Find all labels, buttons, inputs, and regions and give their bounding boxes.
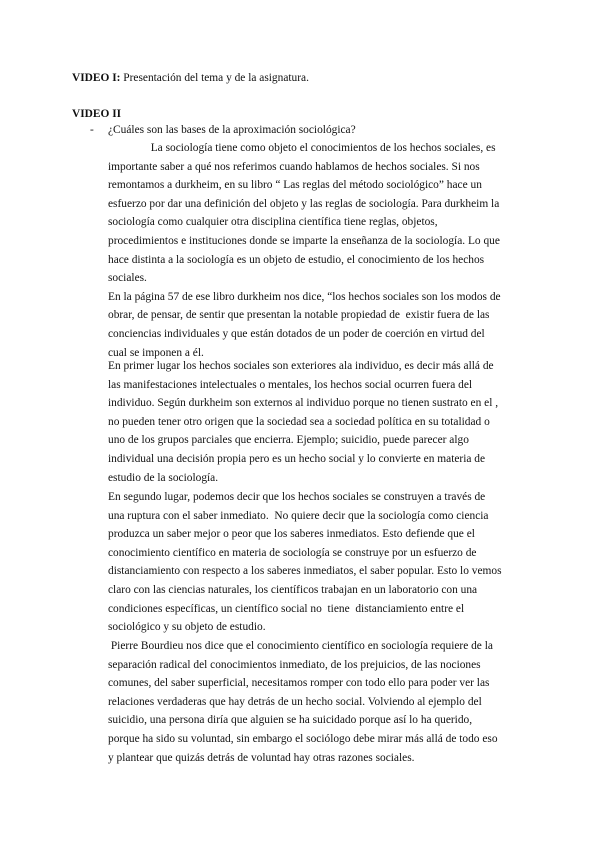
video-1-label: VIDEO I: bbox=[72, 72, 121, 84]
bullet-dash: - bbox=[90, 124, 94, 136]
paragraph3-line: una ruptura con el saber inmediato. No quiere decir que la sociología como ciencia bbox=[108, 509, 489, 522]
paragraph1-line: conciencias individuales y que están dotados de un poder de coerción en virtud del bbox=[108, 327, 485, 340]
paragraph-1 bbox=[108, 139, 528, 362]
paragraph3-line: sociológico y su objeto de estudio. bbox=[108, 621, 266, 634]
paragraph2-line: estudio de la sociología. bbox=[108, 471, 219, 484]
paragraph1-line: procedimientos e instituciones donde se imparte la enseñanza de la sociología. Lo que bbox=[108, 234, 500, 247]
video-1-text: Presentación del tema y de la asignatura. bbox=[120, 72, 309, 84]
paragraph1-line: esfuerzo por dar una definición del objeto y las reglas de sociología. Para durkheim la bbox=[108, 197, 500, 210]
paragraph1-line: hace distinta a la sociología es un objeto de estudio, el conocimiento de los hechos bbox=[108, 253, 485, 266]
paragraph-4 bbox=[108, 637, 528, 767]
paragraph3-line: conocimiento científico en materia de sociología se construye por un esfuerzo de bbox=[108, 546, 477, 559]
paragraph3-line: distanciamiento con respecto a los saberes inmediatos, el saber popular. Esto lo vemos bbox=[108, 565, 502, 578]
paragraph1-line: obrar, de pensar, de sentir que presentan la notable propiedad de existir fuera de las bbox=[108, 309, 490, 322]
paragraph2-line: En primer lugar los hechos sociales son exteriores ala individuo, es decir más allá de bbox=[108, 360, 494, 372]
paragraph3-line: condiciones específicas, un científico social no tiene distanciamiento entre el bbox=[108, 602, 465, 615]
paragraph2-line: individual una decisión propia pero es un hecho social y lo convierte en materia de bbox=[108, 452, 486, 465]
paragraph4-line: porque ha sido su voluntad, sin embargo el sociólogo debe mirar más allá de todo eso bbox=[108, 732, 498, 745]
video-1-heading bbox=[72, 69, 309, 88]
paragraph4-line: suicidio, una persona diría que alguien se ha suicidado porque así lo ha querido, bbox=[108, 714, 473, 727]
paragraph3-line: claro con las ciencias naturales, los científicos trabajan en un laboratorio con una bbox=[108, 583, 478, 596]
paragraph3-line: produzca un saber mejor o peor que los saberes inmediatos. Esto defiende que el bbox=[108, 528, 475, 541]
paragraph2-line: uno de los grupos parciales que encierra. Ejemplo; suicidio, puede parecer algo bbox=[108, 434, 469, 447]
paragraph2-line: no pueden tener otro origen que la sociedad sea a sociedad política en su totalidad o bbox=[108, 415, 490, 428]
paragraph2-line: las manifestaciones intelectuales o mentales, los hechos social ocurren fuera del bbox=[108, 378, 473, 391]
paragraph-3 bbox=[108, 488, 528, 637]
paragraph4-line: relaciones verdaderas que hay detrás de un hecho social. Volviendo al ejemplo del bbox=[108, 695, 482, 708]
paragraph4-line: comunes, del saber superficial, necesitamos romper con todo ello para poder ver las bbox=[108, 677, 490, 690]
paragraph1-line: La sociología tiene como objeto el conocimientos de los hechos sociales, es bbox=[108, 142, 496, 154]
paragraph1-line: importante saber a qué nos referimos cuando hablamos de hechos sociales. Si nos bbox=[108, 160, 480, 173]
paragraph2-line: individuo. Según durkheim son externos al individuo porque no tienen sustrato en el , bbox=[108, 397, 499, 410]
video-2-heading: VIDEO II bbox=[72, 108, 122, 120]
paragraph4-line: Pierre Bourdieu nos dice que el conocimiento científico en sociología requiere de la bbox=[108, 640, 493, 652]
paragraph3-line: En segundo lugar, podemos decir que los hechos sociales se construyen a través de bbox=[108, 491, 486, 503]
paragraph1-line: En la página 57 de ese libro durkheim nos dice, “los hechos sociales son los modos de bbox=[108, 290, 501, 303]
paragraph-2 bbox=[108, 357, 528, 487]
bullet-question bbox=[108, 121, 528, 140]
paragraph4-line: separación radical del conocimientos inmediato, de los prejuicios, de las nociones bbox=[108, 658, 481, 671]
paragraph1-line: sociología como cualquier otra disciplina científica tiene reglas, objetos, bbox=[108, 216, 438, 229]
question-text: ¿Cuáles son las bases de la aproximación sociológica? bbox=[108, 124, 356, 136]
paragraph1-line: sociales. bbox=[108, 272, 147, 285]
paragraph1-line: cual se imponen a él. bbox=[108, 346, 204, 359]
paragraph4-line: y plantear que quizás detrás de voluntad hay otras razones sociales. bbox=[108, 751, 415, 764]
paragraph1-line: remontamos a durkheim, en su libro “ Las reglas del método sociológico” hace un bbox=[108, 179, 482, 192]
